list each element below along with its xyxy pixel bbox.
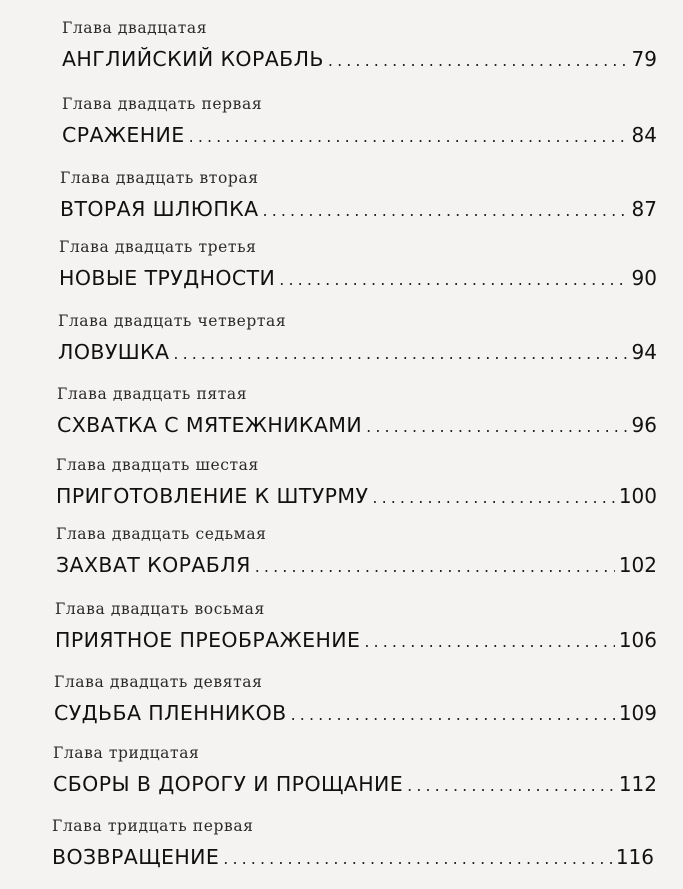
chapter-title: СРАЖЕНИЕ bbox=[62, 123, 185, 147]
page-number: 102 bbox=[618, 553, 657, 577]
chapter-title: ЗАХВАТ КОРАБЛЯ bbox=[56, 553, 251, 577]
dot-leader bbox=[189, 123, 628, 151]
chapter-title: НОВЫЕ ТРУДНОСТИ bbox=[59, 266, 276, 290]
dot-leader bbox=[255, 553, 615, 581]
toc-entry-20 bbox=[0, 19, 683, 91]
toc-entry-25 bbox=[0, 385, 683, 457]
page-number: 79 bbox=[631, 47, 657, 71]
chapter-label: Глава двадцать седьмая bbox=[56, 525, 267, 543]
chapter-title: ПРИЯТНОЕ ПРЕОБРАЖЕНИЕ bbox=[55, 628, 361, 652]
chapter-title: ВОЗВРАЩЕНИЕ bbox=[52, 845, 220, 869]
toc-entry-23 bbox=[0, 238, 683, 310]
dot-leader bbox=[372, 484, 614, 512]
chapter-title: СУДЬБА ПЛЕННИКОВ bbox=[54, 701, 287, 725]
toc-entry-26 bbox=[0, 456, 683, 528]
dot-leader bbox=[279, 266, 627, 294]
chapter-label: Глава двадцать восьмая bbox=[55, 600, 265, 618]
dot-leader bbox=[364, 628, 614, 656]
dot-leader bbox=[366, 413, 627, 441]
chapter-label: Глава двадцатая bbox=[62, 19, 208, 37]
chapter-label: Глава двадцать вторая bbox=[60, 169, 259, 187]
chapter-title: ЛОВУШКА bbox=[58, 340, 170, 364]
page-number: 116 bbox=[615, 845, 654, 869]
chapter-label: Глава двадцать шестая bbox=[56, 456, 259, 474]
chapter-label: Глава двадцать девятая bbox=[54, 673, 263, 691]
page-number: 84 bbox=[631, 123, 657, 147]
page-number: 90 bbox=[631, 266, 657, 290]
page-number: 87 bbox=[631, 197, 657, 221]
dot-leader bbox=[223, 845, 612, 873]
chapter-title: СБОРЫ В ДОРОГУ И ПРОЩАНИЕ bbox=[53, 772, 404, 796]
page-number: 109 bbox=[618, 701, 657, 725]
chapter-title: АНГЛИЙСКИЙ КОРАБЛЬ bbox=[62, 47, 324, 71]
dot-leader bbox=[291, 701, 615, 729]
chapter-title: ВТОРАЯ ШЛЮПКА bbox=[60, 197, 259, 221]
toc-entry-22 bbox=[0, 169, 683, 241]
dot-leader bbox=[173, 340, 627, 368]
page-number: 100 bbox=[618, 484, 657, 508]
page-number: 112 bbox=[618, 772, 657, 796]
chapter-title: СХВАТКА С МЯТЕЖНИКАМИ bbox=[57, 413, 363, 437]
chapter-label: Глава тридцатая bbox=[53, 744, 200, 762]
page-number: 106 bbox=[618, 628, 657, 652]
dot-leader bbox=[263, 197, 628, 225]
page-number: 94 bbox=[631, 340, 657, 364]
toc-entry-29 bbox=[0, 673, 683, 745]
chapter-label: Глава двадцать пятая bbox=[57, 385, 248, 403]
toc-entry-21 bbox=[0, 95, 683, 167]
chapter-label: Глава тридцать первая bbox=[52, 817, 254, 835]
chapter-label: Глава двадцать первая bbox=[62, 95, 263, 113]
toc-entry-30 bbox=[0, 744, 683, 816]
chapter-label: Глава двадцать третья bbox=[59, 238, 257, 256]
toc-entry-31 bbox=[0, 817, 683, 889]
toc-entry-27 bbox=[0, 525, 683, 597]
dot-leader bbox=[407, 772, 615, 800]
page-number: 96 bbox=[631, 413, 657, 437]
chapter-label: Глава двадцать четвертая bbox=[58, 312, 287, 330]
chapter-title: ПРИГОТОВЛЕНИЕ К ШТУРМУ bbox=[56, 484, 369, 508]
toc-entry-24 bbox=[0, 312, 683, 384]
dot-leader bbox=[328, 47, 628, 75]
toc-entry-28 bbox=[0, 600, 683, 672]
